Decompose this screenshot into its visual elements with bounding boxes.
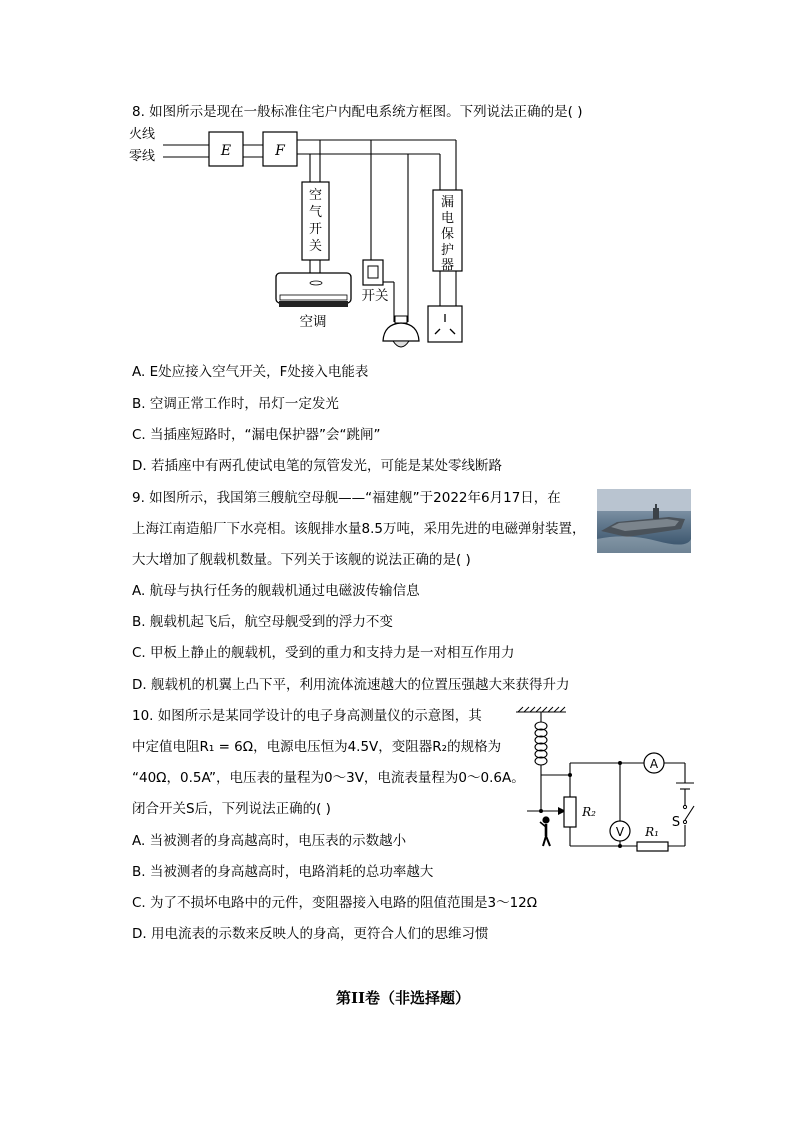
spring-icon xyxy=(535,712,547,811)
q8-option-b: B. 空调正常工作时，吊灯一定发光 xyxy=(132,396,339,412)
q8-option-c: C. 当插座短路时，“漏电保护器”会“跳闸” xyxy=(132,427,381,443)
q10-option-a: A. 当被测者的身高越高时，电压表的示数越小 xyxy=(132,833,407,849)
live-wire-label: 火线 xyxy=(129,127,156,142)
r2-label: R₂ xyxy=(582,805,596,819)
air-switch-char-2: 气 xyxy=(308,205,323,220)
air-switch-char-4: 关 xyxy=(308,239,323,254)
q9-stem-line-2: 上海江南造船厂下水亮相。该舰排水量8.5万吨，采用先进的电磁弹射装置， xyxy=(132,521,586,537)
leak-char-5: 器 xyxy=(440,258,455,273)
q10-option-c: C. 为了不损坏电路中的元件，变阻器接入电路的阻值范围是3～12Ω xyxy=(132,895,538,911)
leak-char-2: 电 xyxy=(440,211,455,226)
q8-stem: 8. 如图所示是现在一般标准住宅户内配电系统方框图。下列说法正确的是( ) xyxy=(132,104,583,120)
q9-stem-line-1: 9. 如图所示，我国第三艘航空母舰——“福建舰”于2022年6月17日，在 xyxy=(132,490,561,506)
ammeter-label: A xyxy=(649,757,659,771)
resistor-r1 xyxy=(637,842,668,851)
person-icon xyxy=(540,816,550,846)
q10-option-b: B. 当被测者的身高越高时，电路消耗的总功率越大 xyxy=(132,864,434,880)
rheostat-r2 xyxy=(564,797,576,827)
switch-label: 开关 xyxy=(361,288,389,304)
voltmeter-label: V xyxy=(615,825,625,839)
box-e-label: E xyxy=(220,143,232,159)
q8-option-d: D. 若插座中有两孔使试电笔的氖管发光，可能是某处零线断路 xyxy=(132,458,502,474)
r1-label: R₁ xyxy=(645,825,659,839)
leak-char-1: 漏 xyxy=(440,195,455,210)
q9-option-c: C. 甲板上静止的舰载机，受到的重力和支持力是一对相互作用力 xyxy=(132,645,515,661)
leak-char-3: 保 xyxy=(440,227,455,242)
q10-stem-line-2: 中定值电阻R₁ = 6Ω，电源电压恒为4.5V，变阻器R₂的规格为 xyxy=(132,739,502,755)
box-f-label: F xyxy=(275,143,285,159)
air-conditioner-label: 空调 xyxy=(299,314,327,330)
section-title: 第II卷（非选择题） xyxy=(336,989,471,1007)
air-switch-char-3: 开 xyxy=(308,222,323,237)
air-switch-char-1: 空 xyxy=(308,188,323,203)
q8-option-a: A. E处应接入空气开关，F处接入电能表 xyxy=(132,364,369,380)
q10-option-d: D. 用电流表的示数来反映人的身高，更符合人们的思维习惯 xyxy=(132,926,489,942)
leak-char-4: 护 xyxy=(440,243,455,258)
q9-option-a: A. 航母与执行任务的舰载机通过电磁波传输信息 xyxy=(132,583,420,599)
q9-option-b: B. 舰载机起飞后，航空母舰受到的浮力不变 xyxy=(132,614,393,630)
q9-stem-line-3: 大大增加了舰载机数量。下列关于该舰的说法正确的是( ) xyxy=(132,552,471,568)
switch-s-label: S xyxy=(671,815,681,830)
q10-stem-line-4: 闭合开关S后，下列说法正确的( ) xyxy=(132,801,331,817)
q10-stem-line-3: “40Ω，0.5A”，电压表的量程为0～3V，电流表量程为0～0.6A。 xyxy=(132,770,525,786)
q10-stem-line-1: 10. 如图所示是某同学设计的电子身高测量仪的示意图，其 xyxy=(132,708,482,724)
q9-option-d: D. 舰载机的机翼上凸下平，利用流体流速越大的位置压强越大来获得升力 xyxy=(132,677,570,693)
neutral-wire-label: 零线 xyxy=(129,149,156,164)
